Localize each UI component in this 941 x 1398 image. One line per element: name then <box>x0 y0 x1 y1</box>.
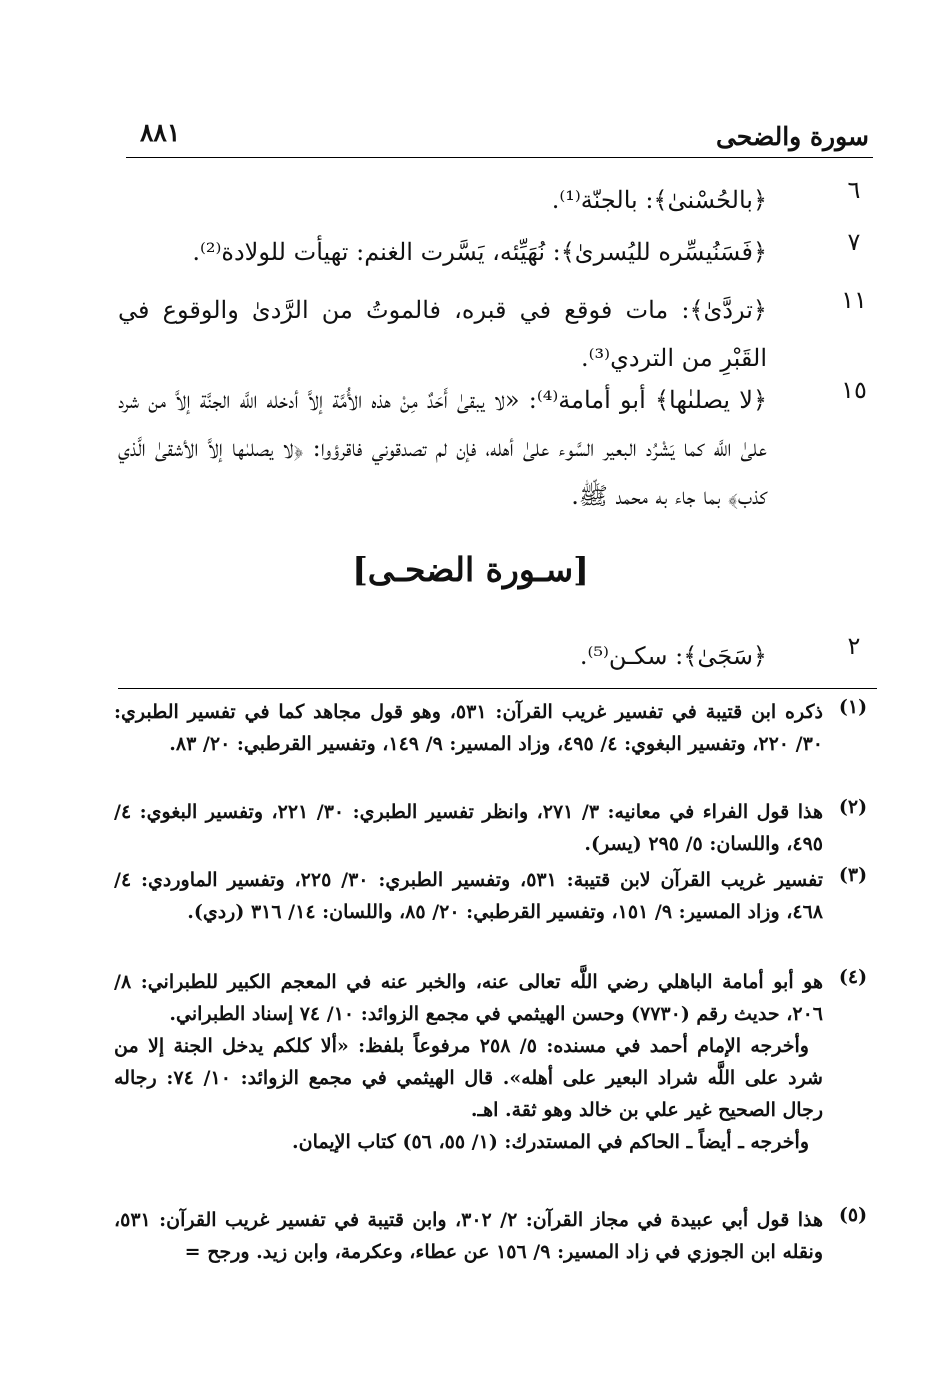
verse-gloss: ﴿لا يصلىٰها﴾ أبو أمامة⁽⁴⁾: «لا يبقىٰ أَحَدٌ مِنْ هذه الأُمَّة إلاَّ أدخله اللَّه الجنَّة إلاَّ من شرد علىٰ اللَّه كما يَشْرُد البعير السَّوء علىٰ أهله، فإن لم تصدقوني فاقرؤوا: ﴿لا يصلىٰها إلاَّ الأشقىٰ الَّذي كذب﴾ بما جاء به محمد ﷺ. <box>118 386 767 510</box>
footnote-text: هذا قول أبي عبيدة في مجاز القرآن: ٢/ ٣٠٢، وابن قتيبة في تفسير غريب القرآن: ٥٣١، ونقله ابن الجوزي في زاد المسير: ٩/ ١٥٦ عن عطاء، وعكرمة، وابن زيد. ورجح = <box>114 1209 823 1263</box>
footnote-text: هو أبو أمامة الباهلي رضي اللَّه تعالى عنه، والخبر عنه في المعجم الكبير للطبراني: ٨/ ٢٠٦، حديث رقم (٧٧٣٠) وحسن الهيثمي في مجمع الزوائد: ١٠/ ٧٤ إسناد الطبراني. <box>114 971 823 1025</box>
footnote <box>114 796 873 860</box>
verse-number: ٢ <box>847 632 861 660</box>
footnote-number: (٣) <box>838 864 868 886</box>
footnote-text: هذا قول الفراء في معانيه: ٣/ ٢٧١، وانظر تفسير الطبري: ٣٠/ ٢٢١، وتفسير البغوي: ٤/ ٤٩٥، واللسان: ٥/ ٢٩٥ (يسر). <box>114 801 824 855</box>
footnote <box>114 966 873 1158</box>
verse-number: ١١ <box>841 286 867 314</box>
verse-number: ١٥ <box>841 376 867 404</box>
verse-gloss: ﴿سَجَىٰ﴾: سكـن⁽⁵⁾. <box>579 642 767 670</box>
verse-entry <box>118 376 877 520</box>
footnote-continuation: وأخرجه الإمام أحمد في مسنده: ٥/ ٢٥٨ مرفوعاً بلفظ: «ألا كلكم يدخل الجنة إلا من شرد على اللَّه شراد البعير على أهله». قال الهيثمي في مجمع الزوائد: ١٠/ ٧٤: رجاله رجال الصحيح غير علي بن خالد وهو ثقة. اهـ. <box>114 1035 823 1121</box>
footnote-number: (٤) <box>838 966 868 988</box>
verse-gloss: ﴿بالحُسْنىٰ﴾: بالجنّة⁽¹⁾. <box>551 186 767 214</box>
verse-entry <box>118 632 877 680</box>
footnote <box>114 1204 873 1268</box>
footnote-text: تفسير غريب القرآن لابن قتيبة: ٥٣١، وتفسير الطبري: ٣٠/ ٢٢٥، وتفسير الماوردي: ٤/ ٤٦٨، وزاد المسير: ٩/ ١٥١، وتفسير القرطبي: ٢٠/ ٨٥، واللسان: ١٤/ ٣١٦ (ردي). <box>114 869 823 923</box>
page-number: ٨٨١ <box>140 118 181 147</box>
footnote-number: (٥) <box>838 1204 868 1226</box>
verse-number: ٧ <box>847 228 861 256</box>
header-divider <box>126 157 873 158</box>
footnote-divider <box>118 688 877 689</box>
verse-gloss: ﴿تردَّىٰ﴾: مات فوقع في قبره، فالموتُ من الرَّدىٰ والوقوع في القَبْرِ من التردي⁽³⁾. <box>118 296 767 372</box>
surah-title: [سـورة الضحـى] <box>352 550 589 589</box>
footnote-number: (٢) <box>838 796 868 818</box>
footnote <box>114 864 873 928</box>
verse-entry <box>118 176 877 224</box>
footnote <box>114 696 873 760</box>
footnote-continuation: وأخرجه ـ أيضاً ـ الحاكم في المستدرك: (١/ ٥٥، ٥٦) كتاب الإيمان. <box>292 1131 809 1153</box>
verse-gloss: ﴿فَسَنُيسِّره لليُسرىٰ﴾: نُهَيِّئه، يَسَّرت الغنم: تهيأت للولادة⁽²⁾. <box>192 238 767 266</box>
footnote-text: ذكره ابن قتيبة في تفسير غريب القرآن: ٥٣١، وهو قول مجاهد كما في تفسير الطبري: ٣٠/ ٢٢٠، وتفسير البغوي: ٤/ ٤٩٥، وزاد المسير: ٩/ ١٤٩، وتفسير القرطبي: ٢٠/ ٨٣. <box>114 701 823 755</box>
verse-number: ٦ <box>847 176 861 204</box>
verse-entry <box>118 286 877 382</box>
running-header-title: سورة والضحى <box>715 122 869 151</box>
verse-entry <box>118 228 877 276</box>
footnote-number: (١) <box>838 696 868 718</box>
